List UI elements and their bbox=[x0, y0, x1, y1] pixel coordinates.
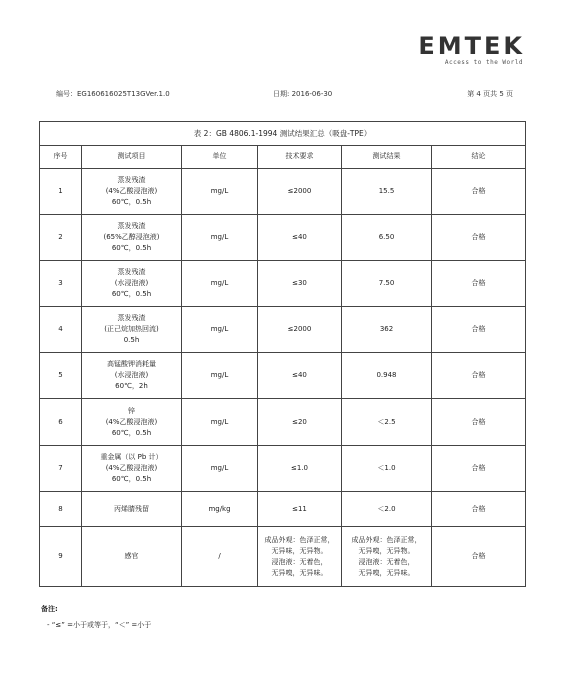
test-item-line: 60℃，0.5h bbox=[111, 198, 152, 207]
test-item-cell bbox=[82, 169, 182, 215]
requirement-cell bbox=[258, 261, 342, 307]
row-number-cell: 4 bbox=[40, 307, 82, 353]
result-line: 362 bbox=[379, 325, 394, 334]
requirement-cell bbox=[258, 215, 342, 261]
test-item-cell bbox=[82, 307, 182, 353]
test-item-line: 60℃，2h bbox=[115, 382, 148, 391]
requirement-line: 无异味，无异物。 bbox=[271, 546, 328, 555]
requirement-cell bbox=[258, 445, 342, 491]
test-item-line: 蒸发残渣 bbox=[117, 176, 146, 185]
test-results-table bbox=[39, 121, 526, 587]
test-item-line: 蒸发残渣 bbox=[117, 268, 146, 277]
test-item-cell bbox=[82, 215, 182, 261]
result-line: ＜2.5 bbox=[377, 417, 396, 426]
result-line: ＜1.0 bbox=[377, 463, 396, 472]
test-item-line: (正己烷加热回流) bbox=[104, 325, 159, 334]
unit-cell: / bbox=[182, 527, 258, 587]
unit-cell: mg/L bbox=[182, 169, 258, 215]
test-item-cell bbox=[82, 261, 182, 307]
test-item-line: (水浸泡液) bbox=[114, 371, 149, 380]
table-row bbox=[40, 261, 526, 307]
result-cell bbox=[342, 527, 432, 587]
requirement-line: ≤2000 bbox=[287, 325, 312, 334]
unit-cell: mg/L bbox=[182, 261, 258, 307]
test-item-cell bbox=[82, 353, 182, 399]
conclusion-cell: 合格 bbox=[432, 169, 526, 215]
result-cell bbox=[342, 215, 432, 261]
row-number-cell: 2 bbox=[40, 215, 82, 261]
test-item-line: 丙烯腈残留 bbox=[114, 504, 149, 513]
test-item-line: (水浸泡液) bbox=[114, 279, 149, 288]
test-item-line: 0.5h bbox=[123, 336, 140, 345]
report-date: 日期: 2016-06-30 bbox=[273, 90, 333, 98]
conclusion-cell: 合格 bbox=[432, 353, 526, 399]
table-row bbox=[40, 169, 526, 215]
conclusion-cell: 合格 bbox=[432, 491, 526, 527]
requirement-line: ≤40 bbox=[292, 233, 307, 242]
test-item-cell bbox=[82, 527, 182, 587]
report-number: 编号：EG160616025T13GVer.1.0 bbox=[56, 90, 170, 98]
requirement-cell bbox=[258, 169, 342, 215]
conclusion-cell: 合格 bbox=[432, 445, 526, 491]
requirement-line: ≤40 bbox=[292, 371, 307, 380]
result-line: 无异嗅，无异味。 bbox=[358, 568, 415, 577]
test-item-line: (4%乙酸浸泡液) bbox=[105, 463, 158, 472]
logo-wordmark: EMTEK bbox=[418, 32, 525, 60]
requirement-line: ≤1.0 bbox=[291, 463, 308, 472]
unit-cell: mg/L bbox=[182, 353, 258, 399]
result-line: 7.50 bbox=[378, 279, 395, 288]
result-line: ＜2.0 bbox=[377, 504, 396, 513]
table-row bbox=[40, 491, 526, 527]
result-line: 成品外观：色泽正常， bbox=[351, 535, 422, 544]
requirement-line: 浸泡液：无着色， bbox=[271, 557, 328, 566]
result-cell bbox=[342, 307, 432, 353]
table-row bbox=[40, 527, 526, 587]
test-item-line: 60℃，0.5h bbox=[111, 290, 152, 299]
remarks-title: 备注: bbox=[41, 605, 58, 613]
table-row bbox=[40, 399, 526, 445]
result-cell bbox=[342, 399, 432, 445]
test-item-line: 蒸发残渣 bbox=[117, 314, 146, 323]
requirement-line: 成品外观：色泽正常， bbox=[264, 535, 335, 544]
requirement-cell bbox=[258, 353, 342, 399]
conclusion-cell: 合格 bbox=[432, 215, 526, 261]
unit-cell: mg/L bbox=[182, 307, 258, 353]
unit-cell: mg/L bbox=[182, 445, 258, 491]
table-row bbox=[40, 445, 526, 491]
unit-cell: mg/L bbox=[182, 215, 258, 261]
row-number-cell: 6 bbox=[40, 399, 82, 445]
test-item-line: (65%乙醇浸泡液) bbox=[103, 233, 160, 242]
requirement-line: ≤2000 bbox=[287, 187, 312, 196]
requirement-cell bbox=[258, 527, 342, 587]
unit-cell: mg/kg bbox=[182, 491, 258, 527]
test-item-line: 60℃，0.5h bbox=[111, 244, 152, 253]
result-cell bbox=[342, 261, 432, 307]
requirement-line: ≤11 bbox=[292, 504, 307, 513]
conclusion-cell: 合格 bbox=[432, 399, 526, 445]
row-number-cell: 8 bbox=[40, 491, 82, 527]
test-item-line: 感官 bbox=[124, 552, 139, 561]
row-number-cell: 5 bbox=[40, 353, 82, 399]
test-item-cell bbox=[82, 399, 182, 445]
conclusion-cell: 合格 bbox=[432, 307, 526, 353]
test-item-cell bbox=[82, 491, 182, 527]
requirement-line: ≤30 bbox=[292, 279, 307, 288]
test-item-line: 蒸发残渣 bbox=[117, 222, 146, 231]
result-line: 无异嗅，无异物。 bbox=[358, 546, 415, 555]
result-line: 浸泡液：无着色， bbox=[358, 557, 415, 566]
table-row bbox=[40, 307, 526, 353]
report-meta bbox=[56, 89, 513, 99]
row-number-cell: 1 bbox=[40, 169, 82, 215]
requirement-cell bbox=[258, 399, 342, 445]
company-logo bbox=[418, 34, 525, 66]
result-line: 0.948 bbox=[376, 371, 397, 380]
column-header-result: 测试结果 bbox=[342, 145, 432, 169]
result-line: 15.5 bbox=[378, 187, 395, 196]
test-item-line: (4%乙酸浸泡液) bbox=[105, 417, 158, 426]
result-line: 6.50 bbox=[378, 233, 395, 242]
requirement-cell bbox=[258, 307, 342, 353]
column-header-conclusion: 结论 bbox=[432, 145, 526, 169]
column-header-no: 序号 bbox=[40, 145, 82, 169]
column-header-item: 测试项目 bbox=[82, 145, 182, 169]
result-cell bbox=[342, 445, 432, 491]
row-number-cell: 7 bbox=[40, 445, 82, 491]
unit-cell: mg/L bbox=[182, 399, 258, 445]
result-cell bbox=[342, 169, 432, 215]
column-header-requirement: 技术要求 bbox=[258, 145, 342, 169]
test-item-line: 重金属（以 Pb 计） bbox=[100, 452, 163, 461]
row-number-cell: 9 bbox=[40, 527, 82, 587]
result-cell bbox=[342, 491, 432, 527]
test-item-line: (4%乙酸浸泡液) bbox=[105, 187, 158, 196]
remarks-text: - “≤” =小于或等于，“＜” =小于 bbox=[47, 621, 152, 629]
test-item-line: 锌 bbox=[128, 406, 135, 415]
result-cell bbox=[342, 353, 432, 399]
logo-tagline: Access to the World bbox=[444, 59, 523, 66]
test-item-line: 高锰酸钾消耗量 bbox=[107, 360, 156, 369]
requirement-line: 无异嗅，无异味。 bbox=[271, 568, 328, 577]
table-row bbox=[40, 353, 526, 399]
column-header-unit: 单位 bbox=[182, 145, 258, 169]
test-item-line: 60℃，0.5h bbox=[111, 474, 152, 483]
table-row bbox=[40, 215, 526, 261]
requirement-line: ≤20 bbox=[292, 417, 307, 426]
test-item-line: 60℃，0.5h bbox=[111, 428, 152, 437]
test-item-cell bbox=[82, 445, 182, 491]
page-indicator: 第 4 页共 5 页 bbox=[467, 90, 513, 98]
row-number-cell: 3 bbox=[40, 261, 82, 307]
conclusion-cell: 合格 bbox=[432, 261, 526, 307]
requirement-cell bbox=[258, 491, 342, 527]
table-title: 表 2：GB 4806.1-1994 测试结果汇总（吸盘-TPE） bbox=[40, 122, 526, 146]
conclusion-cell: 合格 bbox=[432, 527, 526, 587]
remarks bbox=[41, 604, 151, 630]
